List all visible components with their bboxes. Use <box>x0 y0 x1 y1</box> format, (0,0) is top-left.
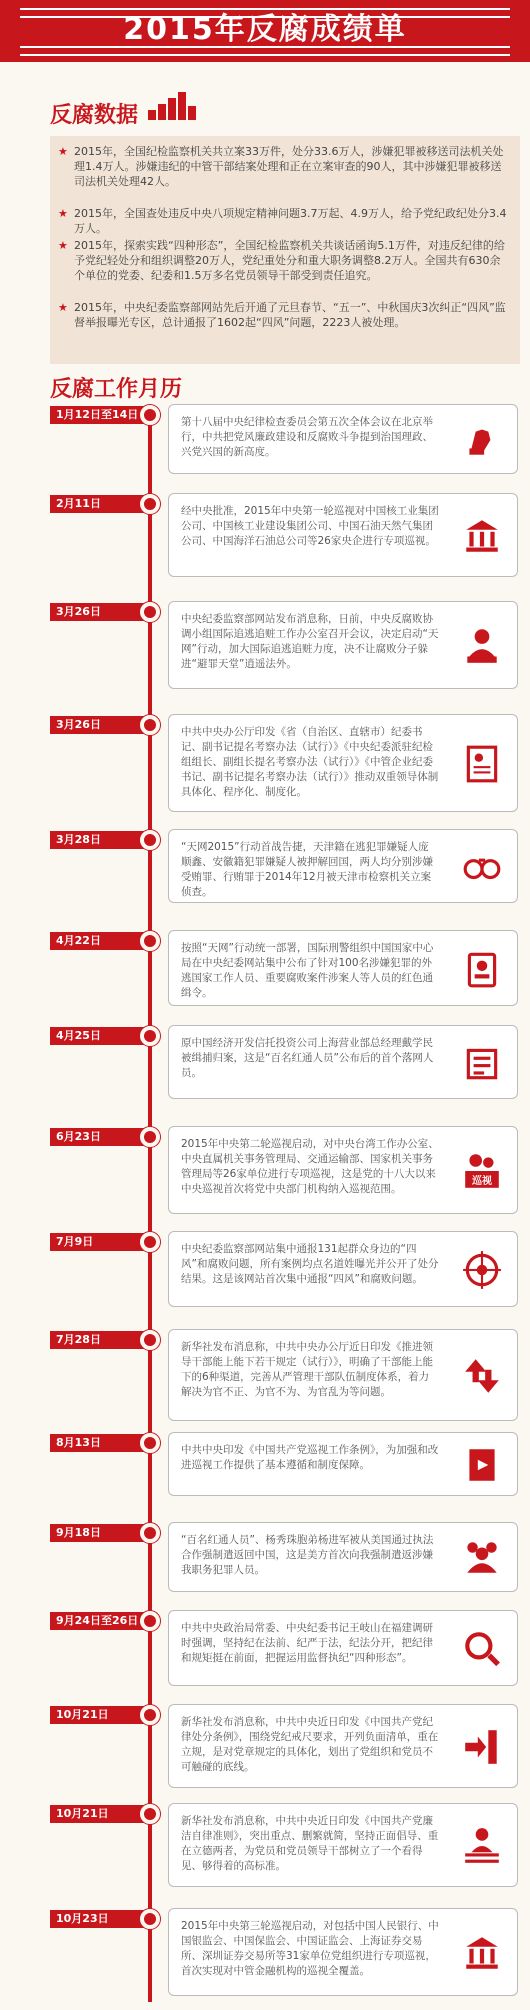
entry-date: 8月13日 <box>50 1434 146 1452</box>
entry-text: 2015年中央第二轮巡视启动，对中央台湾工作办公室、中央直属机关事务管理局、交通运输部、国家机关事务管理局等26家单位进行专项巡视，这是党的十八大以来中央巡视首次将党中央部门机构纳入巡视范围。 <box>181 1138 439 1195</box>
timeline-dot <box>140 1127 160 1147</box>
entry-card <box>168 1025 518 1099</box>
entry-card <box>168 1522 518 1592</box>
entry-text: 中共中央办公厅印发《省（自治区、直辖市）纪委书记、副书记提名考察办法（试行）》《中央纪委派驻纪检组组长、副组长提名考察办法（试行）》《中管企业纪委书记、副书记提名考察办法（试行）》推动双重领导体制具体化、程序化、制度化。 <box>181 726 439 798</box>
timeline-line <box>148 412 152 2002</box>
data-item: ★ 2015年，探索实践“四种形态”，全国纪检监察机关共谈话函询5.1万件，对违反纪律的给予党纪轻处分和组织调整20万人，党纪重处分和重大职务调整8.2万人。全国共有630余个单位的党委、纪委和1.5万多名党员领导干部受到责任追究。 <box>58 239 505 282</box>
entry-date: 9月18日 <box>50 1524 146 1542</box>
file-icon <box>461 1042 503 1084</box>
entry-date: 3月26日 <box>50 716 146 734</box>
entry-date: 9月24日至26日 <box>50 1612 146 1630</box>
entry-date: 7月9日 <box>50 1233 146 1251</box>
entry-text: 新华社发布消息称，中共中央办公厅近日印发《推进领导干部能上能下若干规定（试行）》，明确了干部能上能下的6种渠道，完善从严管理干部队伍制度体系，着力解决为官不正、为官不为、为官乱为等问题。 <box>181 1341 433 1398</box>
entry-date: 6月23日 <box>50 1128 146 1146</box>
entry-text: 2015年中央第三轮巡视启动，对包括中国人民银行、中国银监会、中国保监会、中国证监会、上海证券交易所、深圳证券交易所等31家单位党组织进行专项巡视，首次实现对中管金融机构的巡视全覆盖。 <box>181 1920 439 1977</box>
title-banner <box>0 0 530 62</box>
section-title-data: 反腐数据 <box>50 103 139 128</box>
entry-date: 10月23日 <box>50 1910 146 1928</box>
data-item: ★ 2015年，全国纪检监察机关共立案33万件，处分33.6万人，涉嫌犯罪被移送司法机关处理1.4万人。涉嫌违纪的中管干部结案处理和正在立案审查的90人，其中涉嫌犯罪被移送司法机关处理42人。 <box>58 145 504 188</box>
badge-icon <box>461 948 503 990</box>
entry-text: 新华社发布消息称，中共中央近日印发《中国共产党廉洁自律准则》，突出重点、删繁就简，坚持正面倡导、重在立德两者，为党员和党员领导干部树立了一个看得见、够得着的高标准。 <box>181 1815 439 1872</box>
timeline-dot <box>140 1909 160 1929</box>
entry-card <box>168 1704 518 1788</box>
leader-icon <box>461 1825 503 1867</box>
star-icon: ★ <box>58 301 68 314</box>
fist-icon <box>461 419 503 461</box>
entry-text: 中共中央政治局常委、中央纪委书记王岐山在福建调研时强调，坚持纪在法前、纪严于法，纪法分开，把纪律和规矩挺在前面，把握运用监督执纪“四种形态”。 <box>181 1622 433 1664</box>
data-item: ★ 2015年，中央纪委监察部网站先后开通了元旦春节、“五一”、中秋国庆3次纠正“四风”监督举报曝光专区，总计通报了1602起“四风”问题，2223人被处理。 <box>58 301 506 329</box>
timeline-dot <box>140 1433 160 1453</box>
bar-chart-icon <box>148 92 196 120</box>
entry-date: 7月28日 <box>50 1331 146 1349</box>
entry-date: 10月21日 <box>50 1805 146 1823</box>
entry-date: 1月12日至14日 <box>50 406 146 424</box>
star-icon: ★ <box>58 239 68 252</box>
timeline-dot <box>140 1523 160 1543</box>
entry-date: 4月22日 <box>50 932 146 950</box>
entry-text: 原中国经济开发信托投资公司上海营业部总经理戴学民被缉捕归案，这是“百名红通人员”公布后的首个落网人员。 <box>181 1037 434 1079</box>
entry-card <box>168 829 518 903</box>
entry-text: 第十八届中央纪律检查委员会第五次全体会议在北京举行，中共把党风廉政建设和反腐败斗争提到治国理政、兴党兴国的新高度。 <box>181 416 433 458</box>
entry-card <box>168 1908 518 1996</box>
entry-date: 2月11日 <box>50 495 146 513</box>
entry-text: 经中央批准，2015年中央第一轮巡视对中国核工业集团公司、中国核工业建设集团公司、中国石油天然气集团公司、中国海洋石油总公司等26家央企进行专项巡视。 <box>181 505 439 547</box>
entry-card <box>168 1803 518 1887</box>
group-icon <box>461 1537 503 1579</box>
section-title-calendar: 反腐工作月历 <box>50 377 183 402</box>
entry-text: 按照“天网”行动统一部署，国际刑警组织中国国家中心局在中央纪委网站集中公布了针对100名涉嫌犯罪的外逃国家工作人员、重要腐败案件涉案人等人员的红色通缉令。 <box>181 942 434 999</box>
timeline-dot <box>140 830 160 850</box>
star-icon: ★ <box>58 207 68 220</box>
entry-card <box>168 404 518 474</box>
entry-text: 中共中央印发《中国共产党巡视工作条例》，为加强和改进巡视工作提供了基本遵循和制度保障。 <box>181 1444 439 1471</box>
entry-card <box>168 714 518 812</box>
entry-card <box>168 1610 518 1686</box>
speaker-icon <box>461 625 503 667</box>
timeline-dot <box>140 931 160 951</box>
entry-text: “百名红通人员”、杨秀珠胞弟杨进军被从美国通过执法合作强制遣返回中国，这是美方首次向我强制遣返涉嫌我职务犯罪人员。 <box>181 1534 434 1576</box>
timeline-dot <box>140 1026 160 1046</box>
entry-text: “天网2015”行动首战告捷，天津籍在逃犯罪嫌疑人庞顺鑫、安徽籍犯罪嫌疑人被押解回国，两人均分别涉嫌受贿罪、行贿罪于2014年12月被天津市检察机关立案侦查。 <box>181 841 433 898</box>
entry-card <box>168 1432 518 1496</box>
timeline-dot <box>140 1330 160 1350</box>
entry-text: 中央纪委监察部网站集中通报131起群众身边的“四风”和腐败问题，所有案例均点名道姓曝光并公开了处分结果。这是该网站首次集中通报“四风”和腐败问题。 <box>181 1243 439 1285</box>
timeline-dot <box>140 1804 160 1824</box>
star-icon: ★ <box>58 145 68 158</box>
entry-card <box>168 1329 518 1421</box>
entry-card <box>168 493 518 577</box>
data-item: ★ 2015年，全国查处违反中央八项规定精神问题3.7万起、4.9万人，给予党纪政纪处分3.4万人。 <box>58 207 507 235</box>
entry-text: 新华社发布消息称，中共中央近日印发《中国共产党纪律处分条例》，围绕党纪戒尺要求，开列负面清单，重在立规，是对党章规定的具体化，划出了党组织和党员不可触碰的底线。 <box>181 1716 439 1773</box>
timeline-dot <box>140 405 160 425</box>
timeline-dot <box>140 715 160 735</box>
entry-card <box>168 930 518 1006</box>
timeline-dot <box>140 1611 160 1631</box>
magnifier-icon <box>461 1628 503 1670</box>
updown-icon <box>461 1355 503 1397</box>
timeline-dot <box>140 1232 160 1252</box>
entry-card <box>168 1126 518 1214</box>
document-icon <box>461 743 503 785</box>
timeline-dot <box>140 1705 160 1725</box>
patrol-label: 巡视 <box>472 1176 492 1187</box>
book-icon <box>461 1444 503 1486</box>
entry-date: 3月28日 <box>50 831 146 849</box>
timeline-dot <box>140 602 160 622</box>
entry-card <box>168 1231 518 1307</box>
handcuff-icon <box>461 846 503 888</box>
page-title: 2015年反腐成绩单 <box>123 12 407 47</box>
building-icon <box>461 515 503 557</box>
entry-date: 10月21日 <box>50 1706 146 1724</box>
timeline-dot <box>140 494 160 514</box>
target-icon <box>461 1249 503 1291</box>
bank-icon <box>461 1932 503 1974</box>
entry-date: 3月26日 <box>50 603 146 621</box>
entry-card <box>168 601 518 689</box>
entry-date: 4月25日 <box>50 1027 146 1045</box>
exit-icon <box>461 1726 503 1768</box>
patrol-icon <box>461 1150 503 1192</box>
banner-rule-bottom <box>20 46 510 56</box>
entry-text: 中央纪委监察部网站发布消息称，日前，中央反腐败协调小组国际追逃追赃工作办公室召开会议，决定启动“天网”行动，加大国际追逃追赃力度，决不让腐败分子躲进“避罪天堂”逍遥法外。 <box>181 613 439 670</box>
data-summary-box <box>50 136 520 364</box>
